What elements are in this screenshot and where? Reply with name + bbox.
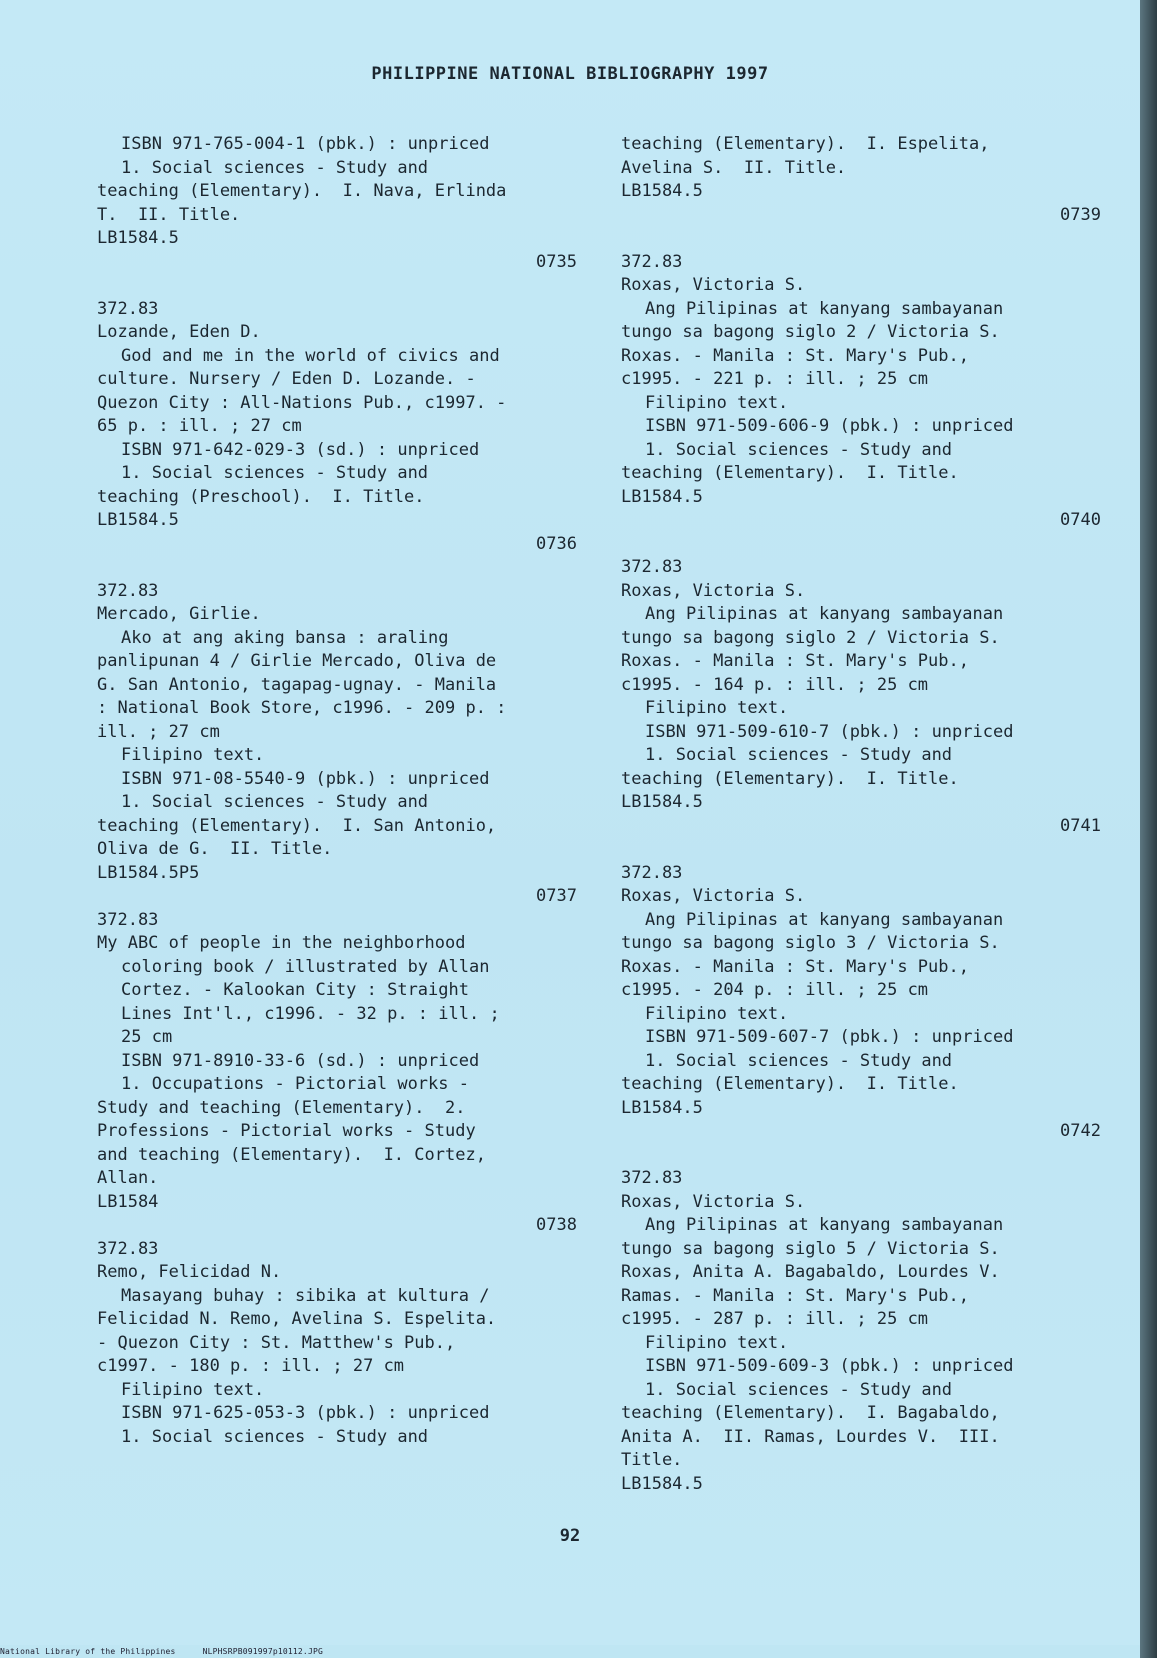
entry-line: 372.83 <box>621 862 683 883</box>
entry-line: Study and teaching (Elementary). 2. <box>97 1097 466 1118</box>
entry-spacer <box>621 533 1101 557</box>
entry-line: c1995. - 221 p. : ill. ; 25 cm <box>621 369 929 389</box>
entry-line: ISBN 971-642-029-3 (sd.) : unpriced <box>121 439 480 460</box>
entry-line: Filipino text. <box>645 392 789 413</box>
entry-line: teaching (Elementary). I. Title. <box>621 463 959 483</box>
entry-line: teaching (Elementary). I. Title. <box>621 768 959 789</box>
entry-spacer <box>621 227 1101 251</box>
page-number: 92 <box>559 1526 581 1546</box>
entry-spacer <box>97 556 577 580</box>
entry-spacer <box>621 838 1101 862</box>
entry-line: 372.83 <box>97 580 159 601</box>
entry-line: Ang Pilipinas at kanyang sambayanan <box>645 1215 1004 1235</box>
entry-line: 25 cm <box>121 1027 173 1047</box>
entry-line: : National Book Store, c1996. - 209 p. : <box>97 698 507 718</box>
entry-line: LB1584.5 <box>621 1097 703 1118</box>
entry-line: God and me in the world of civics and <box>121 345 500 366</box>
entry-line: T. II. Title. <box>97 204 241 225</box>
entry-line: Ang Pilipinas at kanyang sambayanan <box>645 604 1004 624</box>
entry-line: ill. ; 27 cm <box>97 721 220 742</box>
entry-line: LB1584.5 <box>621 181 703 201</box>
entry-line: Cortez. - Kalookan City : Straight <box>121 980 469 1000</box>
entry-line: LB1584.5 <box>621 486 703 507</box>
entry-line: Professions - Pictorial works - Study <box>97 1121 476 1141</box>
entry-number: 0741 <box>1060 815 1101 836</box>
entry-line: 372.83 <box>621 251 683 272</box>
entry-line: coloring book / illustrated by Allan <box>121 956 490 977</box>
entry-spacer <box>621 1144 1101 1168</box>
entry-line: teaching (Elementary). I. Title. <box>621 1074 959 1094</box>
entry-number: 0742 <box>1060 1121 1101 1141</box>
entry-line: LB1584.5 <box>621 1473 703 1494</box>
entry-line: Roxas, Victoria S. <box>621 1191 806 1212</box>
entry-line: 1. Occupations - Pictorial works - <box>121 1074 469 1094</box>
footer-library: National Library of the Philippines <box>0 1647 176 1656</box>
entry-line: teaching (Elementary). I. Bagabaldo, <box>621 1403 1000 1423</box>
entry-line: Ang Pilipinas at kanyang sambayanan <box>645 909 1004 930</box>
page-title: PHILIPPINE NATIONAL BIBLIOGRAPHY 1997 <box>371 64 769 84</box>
entry-number: 0739 <box>1060 204 1101 225</box>
entry-line: Anita A. II. Ramas, Lourdes V. III. <box>621 1426 1000 1447</box>
entry-line: 372.83 <box>621 1168 683 1188</box>
entry-line: Felicidad N. Remo, Avelina S. Espelita. <box>97 1309 497 1329</box>
entry-line: Filipino text. <box>645 1003 789 1024</box>
entry-line: G. San Antonio, tagapag-ugnay. - Manila <box>97 674 497 695</box>
entry-number: 0738 <box>536 1215 577 1235</box>
entry-spacer <box>97 274 577 298</box>
footer-file: NLPHSRPB091997p10112.JPG <box>202 1647 324 1656</box>
entry-line: 1. Social sciences - Study and <box>645 439 953 460</box>
entry-line: LB1584 <box>97 1191 159 1212</box>
entry-line: teaching (Elementary). I. San Antonio, <box>97 815 497 836</box>
entry-line: Avelina S. II. Title. <box>621 157 847 178</box>
entry-line: tungo sa bagong siglo 3 / Victoria S. <box>621 933 1000 953</box>
entry-line: Mercado, Girlie. <box>97 604 261 624</box>
entry-line: 372.83 <box>97 298 159 319</box>
entry-line: 1. Social sciences - Study and <box>645 1050 953 1071</box>
entry-line: Roxas. - Manila : St. Mary's Pub., <box>621 651 969 671</box>
entry-line: Ako at ang aking bansa : araling <box>121 627 449 648</box>
entry-line: teaching (Elementary). I. Espelita, <box>621 134 990 154</box>
entry-line: Roxas. - Manila : St. Mary's Pub., <box>621 345 969 366</box>
entry-line: c1997. - 180 p. : ill. ; 27 cm <box>97 1356 405 1376</box>
entry-line: c1995. - 287 p. : ill. ; 25 cm <box>621 1309 929 1329</box>
entry-line: ISBN 971-765-004-1 (pbk.) : unpriced <box>121 134 490 154</box>
scan-footer <box>0 1647 345 1656</box>
entry-line: teaching (Elementary). I. Nava, Erlinda <box>97 181 507 201</box>
entry-line: 372.83 <box>621 557 683 577</box>
entry-line: Lozande, Eden D. <box>97 322 261 342</box>
entry-line: 1. Social sciences - Study and <box>645 745 953 765</box>
entry-line: Filipino text. <box>645 1332 789 1353</box>
entry-line: LB1584.5 <box>97 510 179 530</box>
entry-line: LB1584.5P5 <box>97 862 200 883</box>
entry-line: Oliva de G. II. Title. <box>97 839 333 859</box>
entry-line: tungo sa bagong siglo 2 / Victoria S. <box>621 627 1000 648</box>
entry-line: Masayang buhay : sibika at kultura / <box>121 1285 490 1306</box>
entry-line: 372.83 <box>97 1238 159 1259</box>
entry-line: 1. Social sciences - Study and <box>121 157 429 178</box>
entry-line: c1995. - 164 p. : ill. ; 25 cm <box>621 674 929 695</box>
entry-line: Roxas, Victoria S. <box>621 886 806 906</box>
entry-line: Ramas. - Manila : St. Mary's Pub., <box>621 1285 969 1306</box>
scan-edge <box>1140 0 1157 1658</box>
entry-line: 1. Social sciences - Study and <box>121 1426 429 1447</box>
entry-line: Lines Int'l., c1996. - 32 p. : ill. ; <box>121 1003 500 1024</box>
entry-line: Roxas, Victoria S. <box>621 275 806 295</box>
entry-line: Roxas, Anita A. Bagabaldo, Lourdes V. <box>621 1262 1000 1282</box>
entry-line: panlipunan 4 / Girlie Mercado, Oliva de <box>97 651 497 671</box>
entry-line: Filipino text. <box>121 1379 265 1400</box>
entry-line: ISBN 971-509-606-9 (pbk.) : unpriced <box>645 416 1014 436</box>
entry-line: c1995. - 204 p. : ill. ; 25 cm <box>621 980 929 1000</box>
entry-line: - Quezon City : St. Matthew's Pub., <box>97 1332 456 1353</box>
entry-line: Remo, Felicidad N. <box>97 1262 282 1282</box>
entry-line: Roxas, Victoria S. <box>621 580 806 601</box>
entry-line: culture. Nursery / Eden D. Lozande. - <box>97 369 476 389</box>
entry-line: Filipino text. <box>121 745 265 765</box>
entry-line: ISBN 971-8910-33-6 (sd.) : unpriced <box>121 1050 480 1071</box>
entry-line: ISBN 971-08-5540-9 (pbk.) : unpriced <box>121 768 490 789</box>
entry-line: ISBN 971-509-609-3 (pbk.) : unpriced <box>645 1356 1014 1376</box>
entry-line: Filipino text. <box>645 698 789 718</box>
entry-line: 65 p. : ill. ; 27 cm <box>97 416 302 436</box>
entry-line: LB1584.5 <box>97 228 179 248</box>
entry-line: ISBN 971-509-607-7 (pbk.) : unpriced <box>645 1027 1014 1047</box>
entry-line: LB1584.5 <box>621 792 703 812</box>
entry-line: ISBN 971-509-610-7 (pbk.) : unpriced <box>645 721 1014 742</box>
entry-number: 0740 <box>1060 510 1101 530</box>
entry-line: 1. Social sciences - Study and <box>645 1379 953 1400</box>
entry-line: Title. <box>621 1450 683 1470</box>
entry-line: teaching (Preschool). I. Title. <box>97 486 425 507</box>
left-column <box>97 133 577 1449</box>
entry-line: 1. Social sciences - Study and <box>121 463 429 483</box>
entry-line: and teaching (Elementary). I. Cortez, <box>97 1144 486 1165</box>
right-column <box>621 133 1101 1496</box>
entry-line: tungo sa bagong siglo 5 / Victoria S. <box>621 1238 1000 1259</box>
entry-number: 0735 <box>536 251 577 272</box>
entry-line: My ABC of people in the neighborhood <box>97 933 466 953</box>
entry-number: 0736 <box>536 533 577 554</box>
entry-line: Ang Pilipinas at kanyang sambayanan <box>645 298 1004 319</box>
entry-line: Roxas. - Manila : St. Mary's Pub., <box>621 956 969 977</box>
entry-line: Allan. <box>97 1168 159 1188</box>
entry-line: tungo sa bagong siglo 2 / Victoria S. <box>621 322 1000 342</box>
entry-line: Quezon City : All-Nations Pub., c1997. - <box>97 392 507 413</box>
entry-number: 0737 <box>536 886 577 906</box>
entry-line: ISBN 971-625-053-3 (pbk.) : unpriced <box>121 1403 490 1423</box>
entry-line: 372.83 <box>97 909 159 930</box>
entry-line: 1. Social sciences - Study and <box>121 792 429 812</box>
